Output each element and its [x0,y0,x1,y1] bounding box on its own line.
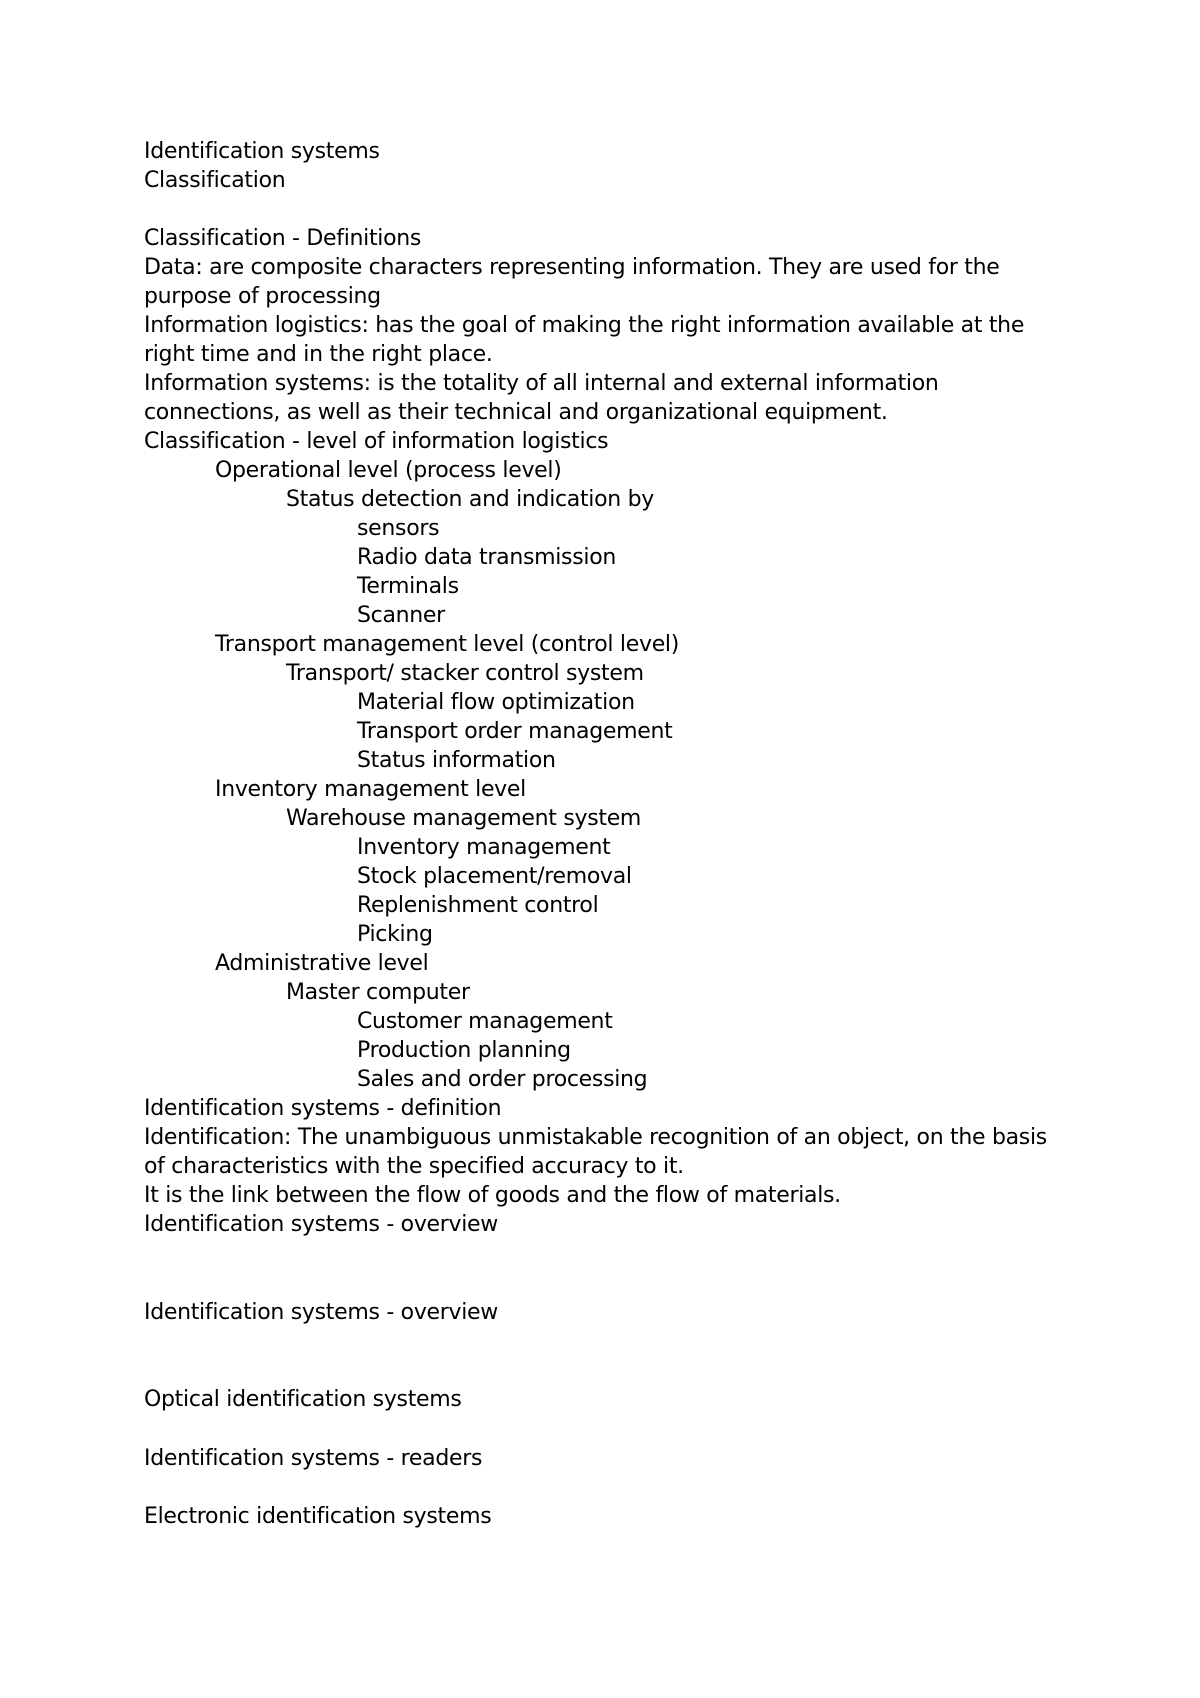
text-line: Identification systems - definition [144,1096,502,1121]
text-line: sensors [357,516,440,541]
text-line: Customer management [357,1009,613,1034]
text-line: Material flow optimization [357,690,635,715]
text-line: Transport management level (control level) [215,632,680,657]
text-line: Classification - level of information logistics [144,429,609,454]
text-line: Status detection and indication by [286,487,655,512]
text-line: Transport order management [357,719,673,744]
text-line: Information logistics: has the goal of making the right information available at the [144,313,1025,338]
text-line: Radio data transmission [357,545,617,570]
text-line: of characteristics with the specified accuracy to it. [144,1154,684,1179]
text-line: It is the link between the flow of goods and the flow of materials. [144,1183,841,1208]
text-line: Identification systems - overview [144,1212,498,1237]
text-line: connections, as well as their technical and organizational equipment. [144,400,888,425]
text-line: Identification systems - readers [144,1446,483,1471]
text-line: right time and in the right place. [144,342,493,367]
text-line: Data: are composite characters representing information. They are used for the [144,255,1000,280]
text-line: Master computer [286,980,470,1005]
text-line: Production planning [357,1038,571,1063]
text-line: Inventory management level [215,777,526,802]
text-line: Classification - Definitions [144,226,422,251]
text-line: Transport/ stacker control system [286,661,644,686]
text-line: Identification systems [144,139,380,164]
text-line: Identification systems - overview [144,1300,498,1325]
text-line: Administrative level [215,951,429,976]
text-line: Terminals [357,574,459,599]
text-line: Replenishment control [357,893,599,918]
text-line: Identification: The unambiguous unmistakable recognition of an object, on the basis [144,1125,1047,1150]
text-line: Sales and order processing [357,1067,648,1092]
text-line: Inventory management [357,835,611,860]
text-line: Stock placement/removal [357,864,632,889]
text-line: Operational level (process level) [215,458,562,483]
text-line: Status information [357,748,556,773]
text-line: purpose of processing [144,284,381,309]
text-line: Scanner [357,603,445,628]
text-line: Picking [357,922,433,947]
text-line: Warehouse management system [286,806,642,831]
text-line: Classification [144,168,286,193]
text-line: Information systems: is the totality of all internal and external information [144,371,939,396]
text-line: Optical identification systems [144,1387,462,1412]
text-line: Electronic identification systems [144,1504,492,1529]
